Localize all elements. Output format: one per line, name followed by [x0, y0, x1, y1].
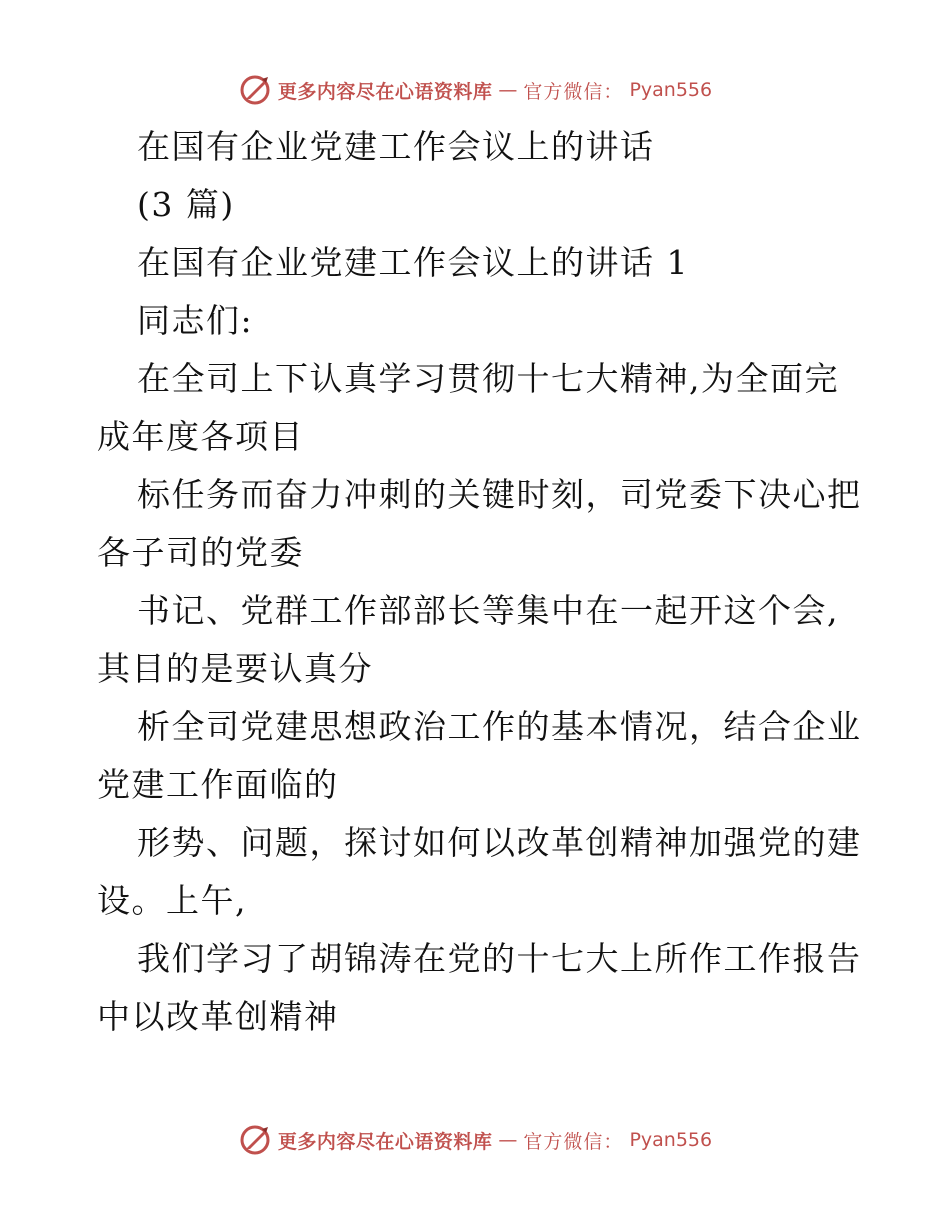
- paragraph-line: 设。上午,: [97, 881, 247, 920]
- document-body: [97, 118, 862, 1046]
- paragraph-line: 我们学习了胡锦涛在党的十七大上所作工作报告: [137, 939, 862, 978]
- banner-wechat-id: Pyan556: [629, 79, 713, 101]
- salutation: 同志们:: [137, 301, 254, 340]
- paragraph-line: 形势、问题，探讨如何以改革创精神加强党的建: [137, 823, 862, 862]
- banner-text: 更多内容尽在心语资料库: [277, 1130, 493, 1153]
- footer-banner: [0, 1120, 950, 1160]
- banner-text: 更多内容尽在心语资料库: [277, 80, 493, 103]
- paragraph-line: 书记、党群工作部部长等集中在一起开这个会,: [137, 591, 839, 630]
- doc-subtitle: (3 篇): [137, 185, 235, 224]
- quill-logo-icon: [238, 73, 272, 107]
- banner-wechat-label: 官方微信：: [523, 1130, 624, 1153]
- header-banner: [0, 70, 950, 110]
- banner-dash: —: [498, 79, 518, 101]
- banner-wechat-id: Pyan556: [629, 1129, 713, 1151]
- paragraph-line: 标任务而奋力冲刺的关键时刻，司党委下决心把: [137, 475, 862, 514]
- paragraph-line: 各子司的党委: [97, 533, 304, 572]
- section-heading: 在国有企业党建工作会议上的讲话 1: [137, 243, 689, 282]
- paragraph-line: 其目的是要认真分: [97, 649, 373, 688]
- doc-title: 在国有企业党建工作会议上的讲话: [137, 127, 655, 166]
- paragraph-line: 党建工作面临的: [97, 765, 339, 804]
- paragraph-line: 在全司上下认真学习贯彻十七大精神,为全面完: [137, 359, 839, 398]
- banner-dash: —: [498, 1129, 518, 1151]
- quill-logo-icon: [238, 1123, 272, 1157]
- paragraph-line: 析全司党建思想政治工作的基本情况，结合企业: [137, 707, 862, 746]
- paragraph-line: 成年度各项目: [97, 417, 304, 456]
- banner-wechat-label: 官方微信：: [523, 80, 624, 103]
- paragraph-line: 中以改革创精神: [97, 997, 339, 1036]
